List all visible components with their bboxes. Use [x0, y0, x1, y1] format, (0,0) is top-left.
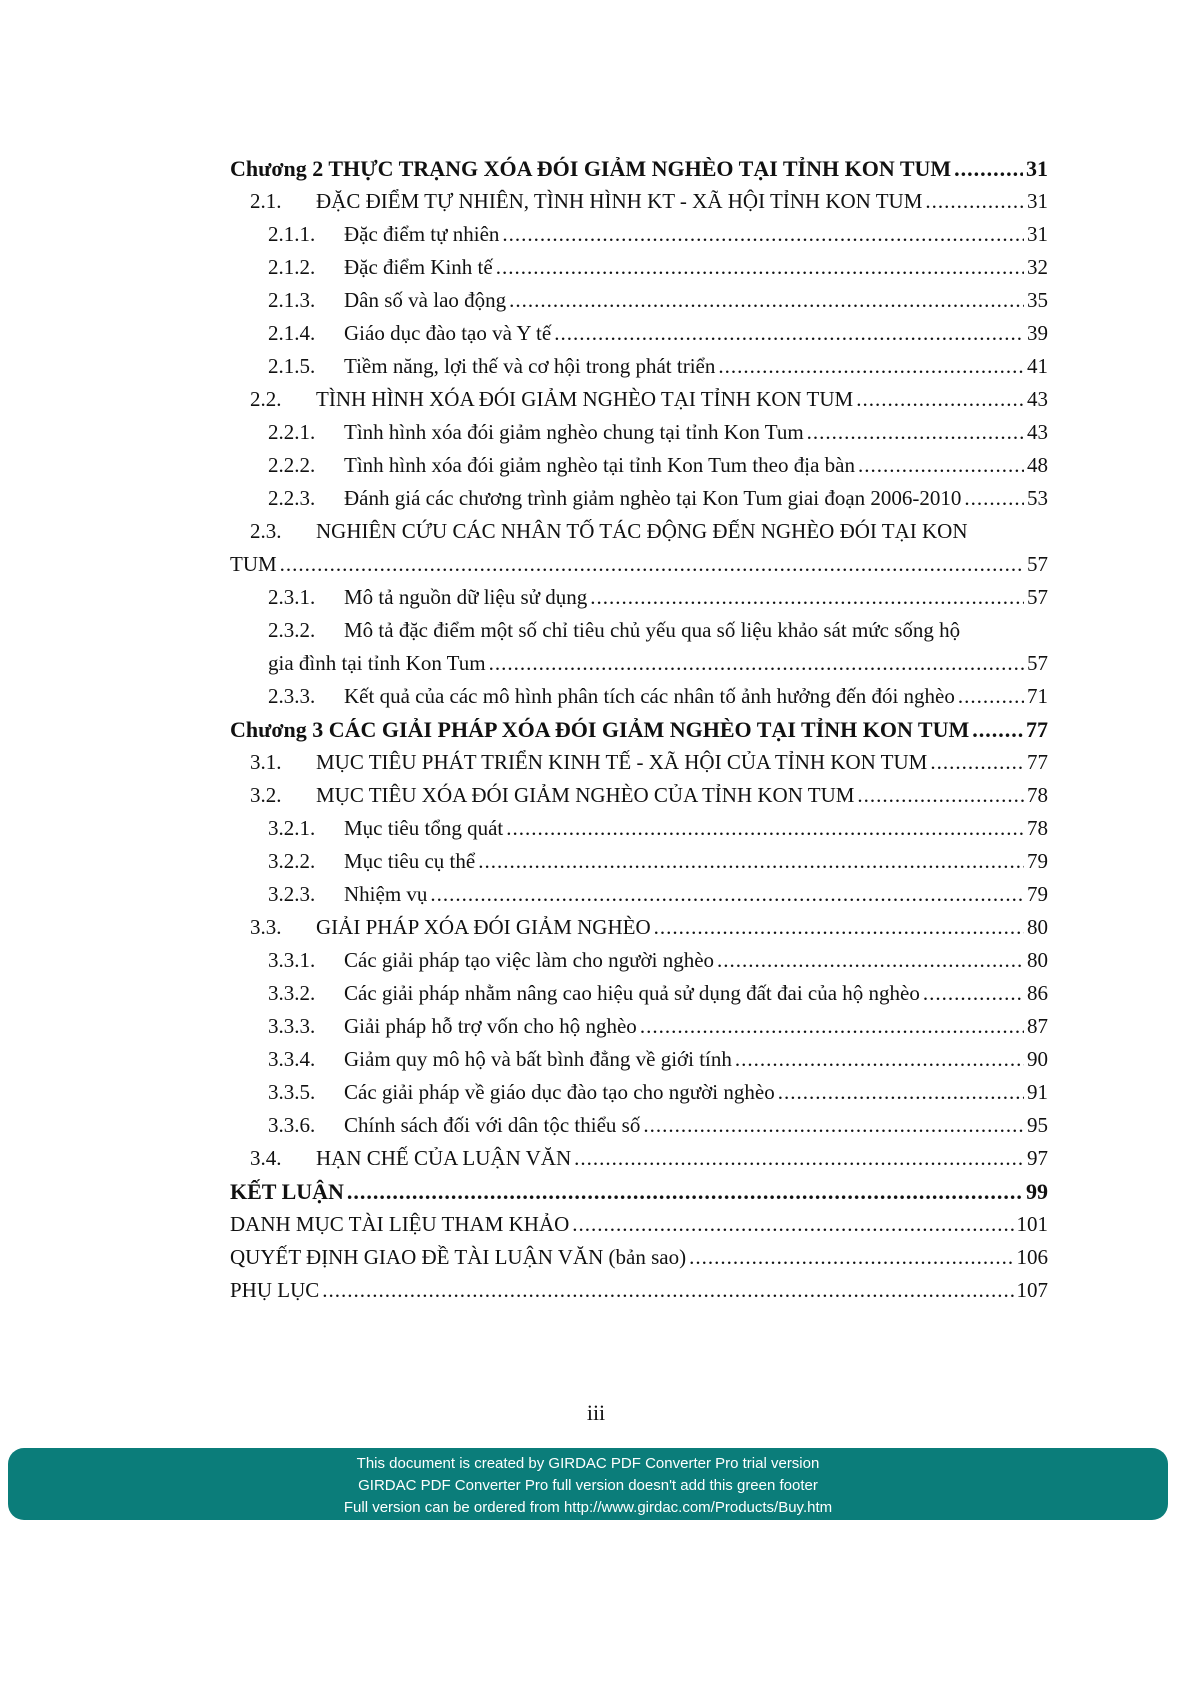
toc-entry-title: Chương 3 CÁC GIẢI PHÁP XÓA ĐÓI GIẢM NGHÈO TẠI TỈNH KON TUM: [230, 717, 970, 742]
toc-entry-number: 3.1.: [250, 750, 282, 774]
toc-entry[interactable]: [230, 746, 1048, 779]
toc-entry-number: 2.1.1.: [268, 222, 316, 246]
toc-entry-title: ĐẶC ĐIỂM TỰ NHIÊN, TÌNH HÌNH KT - XÃ HỘI TỈNH KON TUM: [316, 189, 923, 213]
toc-entry-number: 3.3.3.: [268, 1014, 316, 1038]
toc-entry-title: Các giải pháp về giáo dục đào tạo cho người nghèo: [344, 1080, 775, 1104]
toc-entry-title: NGHIÊN CỨU CÁC NHÂN TỐ TÁC ĐỘNG ĐẾN NGHÈO ĐÓI TẠI KON: [316, 519, 968, 543]
toc-entry-title: Dân số và lao động: [344, 288, 507, 312]
toc-dot-leader: [574, 1142, 1024, 1175]
toc-entry-page: 77: [1027, 750, 1048, 774]
toc-entry[interactable]: [230, 977, 1048, 1010]
toc-entry-page: 79: [1027, 882, 1048, 906]
toc-entry-title: Chương 2 THỰC TRẠNG XÓA ĐÓI GIẢM NGHÈO TẠI TỈNH KON TUM: [230, 156, 952, 181]
toc-entry-page: 32: [1027, 255, 1048, 279]
toc-dot-leader: [856, 383, 1024, 416]
toc-entry[interactable]: [230, 581, 1048, 614]
toc-entry-number: 2.3.1.: [268, 585, 316, 609]
toc-entry[interactable]: [230, 383, 1048, 416]
toc-entry[interactable]: [230, 1010, 1048, 1043]
toc-entry-page: 106: [1016, 1245, 1048, 1269]
toc-entry-title: Mục tiêu cụ thể: [344, 849, 476, 873]
toc-entry-page: 57: [1027, 552, 1048, 576]
toc-entry-number: 3.3.4.: [268, 1047, 316, 1071]
toc-entry[interactable]: [230, 449, 1048, 482]
footer-line-1: This document is created by GIRDAC PDF Converter Pro trial version: [356, 1455, 820, 1472]
toc-entry-number: 2.2.1.: [268, 420, 316, 444]
toc-entry-title: Mô tả đặc điểm một số chỉ tiêu chủ yếu qua số liệu khảo sát mức sống hộ: [344, 618, 961, 642]
toc-dot-leader: [643, 1109, 1024, 1142]
toc-entry-page: 35: [1027, 288, 1048, 312]
toc-entry[interactable]: [230, 284, 1048, 317]
toc-entry[interactable]: [230, 878, 1048, 911]
toc-dot-leader: [478, 845, 1024, 878]
footer-line-2: GIRDAC PDF Converter Pro full version doesn't add this green footer: [358, 1477, 818, 1494]
toc-entry-title: Đánh giá các chương trình giảm nghèo tại Kon Tum giai đoạn 2006-2010: [344, 486, 962, 510]
toc-dot-leader: [640, 1010, 1024, 1043]
toc-dot-leader: [509, 284, 1024, 317]
toc-dot-leader: [590, 581, 1024, 614]
toc-entry[interactable]: [230, 152, 1048, 185]
toc-entry-number: 2.1.2.: [268, 255, 316, 279]
toc-entry[interactable]: [230, 680, 1048, 713]
toc-dot-leader: [718, 350, 1024, 383]
toc-dot-leader: [654, 911, 1024, 944]
toc-entry-page: 77: [1026, 717, 1048, 742]
toc-entry-number: 3.3.6.: [268, 1113, 316, 1137]
toc-entry[interactable]: [230, 1142, 1048, 1175]
toc-entry[interactable]: [230, 1043, 1048, 1076]
toc-dot-leader: [502, 218, 1024, 251]
toc-dot-leader: [923, 977, 1024, 1010]
toc-entry[interactable]: [230, 185, 1048, 218]
toc-entry[interactable]: [230, 1175, 1048, 1208]
toc-entry-title: MỤC TIÊU PHÁT TRIỂN KINH TẾ - XÃ HỘI CỦA TỈNH KON TUM: [316, 750, 928, 774]
toc-entry[interactable]: [230, 845, 1048, 878]
toc-entry-number: 3.3.5.: [268, 1080, 316, 1104]
toc-dot-leader: [858, 449, 1024, 482]
toc-entry-number: 2.1.4.: [268, 321, 316, 345]
toc-dot-leader: [489, 647, 1024, 680]
toc-dot-leader: [954, 152, 1023, 185]
toc-entry[interactable]: [230, 1208, 1048, 1241]
toc-entry-page: 53: [1027, 486, 1048, 510]
toc-entry-number: 2.2.2.: [268, 453, 316, 477]
toc-entry-number: 3.4.: [250, 1146, 282, 1170]
toc-entry-number: 3.3.1.: [268, 948, 316, 972]
toc-dot-leader: [717, 944, 1024, 977]
toc-dot-leader: [689, 1241, 1013, 1274]
toc-dot-leader: [506, 812, 1024, 845]
toc-entry-page: 90: [1027, 1047, 1048, 1071]
toc-entry-title: TÌNH HÌNH XÓA ĐÓI GIẢM NGHÈO TẠI TỈNH KON TUM: [316, 387, 854, 411]
toc-entry-page: 71: [1027, 684, 1048, 708]
toc-entry-number: 3.2.1.: [268, 816, 316, 840]
toc-entry[interactable]: [230, 614, 1048, 680]
toc-entry-page: 86: [1027, 981, 1048, 1005]
toc-entry-title: HẠN CHẾ CỦA LUẬN VĂN: [316, 1146, 572, 1170]
toc-dot-leader: [280, 548, 1024, 581]
toc-dot-leader: [964, 482, 1024, 515]
toc-dot-leader: [322, 1274, 1013, 1307]
toc-entry-page: 80: [1027, 915, 1048, 939]
toc-dot-leader: [347, 1175, 1023, 1208]
toc-entry-number: 3.3.2.: [268, 981, 316, 1005]
toc-entry-page: 91: [1027, 1080, 1048, 1104]
toc-entry-page: 78: [1027, 783, 1048, 807]
toc-dot-leader: [857, 779, 1024, 812]
toc-entry[interactable]: [230, 416, 1048, 449]
toc-entry-page: 31: [1027, 222, 1048, 246]
toc-entry-number: 3.3.: [250, 915, 282, 939]
toc-dot-leader: [778, 1076, 1024, 1109]
toc-entry-title: PHỤ LỤC: [230, 1278, 320, 1302]
toc-entry-title: QUYẾT ĐỊNH GIAO ĐỀ TÀI LUẬN VĂN (bản sao): [230, 1245, 687, 1269]
toc-entry[interactable]: [230, 350, 1048, 383]
toc-entry-number: 2.2.3.: [268, 486, 316, 510]
toc-entry-number: 2.1.5.: [268, 354, 316, 378]
toc-entry-title: Tình hình xóa đói giảm nghèo tại tỉnh Kon Tum theo địa bàn: [344, 453, 855, 477]
toc-dot-leader: [930, 746, 1024, 779]
toc-entry-title: Mục tiêu tổng quát: [344, 816, 504, 840]
toc-entry-page: 87: [1027, 1014, 1048, 1038]
toc-entry[interactable]: [230, 911, 1048, 944]
toc-entry[interactable]: [230, 1241, 1048, 1274]
toc-entry-title: Tiềm năng, lợi thế và cơ hội trong phát triển: [344, 354, 716, 378]
toc-entry-number: 3.2.2.: [268, 849, 316, 873]
toc-entry-title: Đặc điểm Kinh tế: [344, 255, 493, 279]
toc-entry-page: 48: [1027, 453, 1048, 477]
toc-entry-title: Giải pháp hỗ trợ vốn cho hộ nghèo: [344, 1014, 637, 1038]
toc-entry-title: Giảm quy mô hộ và bất bình đẳng về giới tính: [344, 1047, 732, 1071]
toc-entry-number: 2.3.: [250, 519, 282, 543]
page-number: iii: [586, 1400, 606, 1425]
toc-entry-page: 95: [1027, 1113, 1048, 1137]
toc-entry-page: 57: [1027, 651, 1048, 675]
toc-entry-page: 78: [1027, 816, 1048, 840]
toc-entry[interactable]: [230, 1109, 1048, 1142]
toc-entry-page: 57: [1027, 585, 1048, 609]
toc-entry[interactable]: [230, 1076, 1048, 1109]
toc-entry-page: 79: [1027, 849, 1048, 873]
toc-entry-title: Mô tả nguồn dữ liệu sử dụng: [344, 585, 588, 609]
toc-entry-page: 43: [1027, 387, 1048, 411]
toc-dot-leader: [430, 878, 1024, 911]
toc-entry-number: 3.2.: [250, 783, 282, 807]
toc-dot-leader: [925, 185, 1024, 218]
toc-entry-number: 2.1.: [250, 189, 282, 213]
toc-entry-page: 39: [1027, 321, 1048, 345]
toc-entry-title: Giáo dục đào tạo và Y tế: [344, 321, 552, 345]
toc-dot-leader: [958, 680, 1024, 713]
table-of-contents: [230, 152, 1048, 1307]
toc-entry-number: 2.2.: [250, 387, 282, 411]
toc-entry[interactable]: [230, 812, 1048, 845]
footer-line-3: Full version can be ordered from http://www.girdac.com/Products/Buy.htm: [343, 1499, 833, 1516]
toc-entry-page: 41: [1027, 354, 1048, 378]
toc-dot-leader: [972, 713, 1023, 746]
toc-entry-page: 97: [1027, 1146, 1048, 1170]
toc-entry-title: Các giải pháp tạo việc làm cho người nghèo: [344, 948, 715, 972]
toc-entry[interactable]: [230, 482, 1048, 515]
toc-entry[interactable]: [230, 779, 1048, 812]
toc-entry[interactable]: [230, 1274, 1048, 1307]
toc-entry[interactable]: [230, 218, 1048, 251]
toc-entry-title: Tình hình xóa đói giảm nghèo chung tại tỉnh Kon Tum: [344, 420, 804, 444]
toc-entry[interactable]: [230, 944, 1048, 977]
toc-entry-number: 2.3.2.: [268, 618, 316, 642]
toc-entry-title: Đặc điểm tự nhiên: [344, 222, 500, 246]
toc-entry-page: 43: [1027, 420, 1048, 444]
toc-entry-title: Kết quả của các mô hình phân tích các nhân tố ảnh hưởng đến đói nghèo: [344, 684, 955, 708]
toc-entry-title: Các giải pháp nhằm nâng cao hiệu quả sử dụng đất đai của hộ nghèo: [344, 981, 920, 1005]
toc-entry-page: 31: [1026, 156, 1048, 181]
toc-dot-leader: [554, 317, 1024, 350]
toc-entry-title-continued: gia đình tại tỉnh Kon Tum: [268, 651, 486, 675]
toc-entry-number: 3.2.3.: [268, 882, 316, 906]
toc-dot-leader: [735, 1043, 1024, 1076]
toc-entry[interactable]: [230, 515, 1048, 581]
toc-entry-title-continued: TUM: [230, 552, 277, 576]
toc-entry-title: GIẢI PHÁP XÓA ĐÓI GIẢM NGHÈO: [316, 915, 651, 939]
toc-entry-page: 107: [1016, 1278, 1048, 1302]
toc-entry-title: Chính sách đối với dân tộc thiểu số: [344, 1113, 641, 1137]
toc-entry-number: 2.3.3.: [268, 684, 316, 708]
trial-footer-banner: [8, 1448, 1168, 1520]
toc-entry[interactable]: [230, 251, 1048, 284]
toc-entry-number: 2.1.3.: [268, 288, 316, 312]
toc-entry-page: 99: [1026, 1179, 1048, 1204]
toc-entry-page: 80: [1027, 948, 1048, 972]
toc-entry[interactable]: [230, 713, 1048, 746]
toc-dot-leader: [807, 416, 1024, 449]
toc-entry-title: MỤC TIÊU XÓA ĐÓI GIẢM NGHÈO CỦA TỈNH KON TUM: [316, 783, 855, 807]
toc-entry-page: 101: [1016, 1212, 1048, 1236]
toc-dot-leader: [572, 1208, 1013, 1241]
toc-entry-title: DANH MỤC TÀI LIỆU THAM KHẢO: [230, 1212, 570, 1236]
toc-dot-leader: [496, 251, 1024, 284]
toc-entry-page: 31: [1027, 189, 1048, 213]
toc-entry[interactable]: [230, 317, 1048, 350]
toc-entry-title: KẾT LUẬN: [230, 1179, 344, 1204]
toc-entry-title: Nhiệm vụ: [344, 882, 428, 906]
